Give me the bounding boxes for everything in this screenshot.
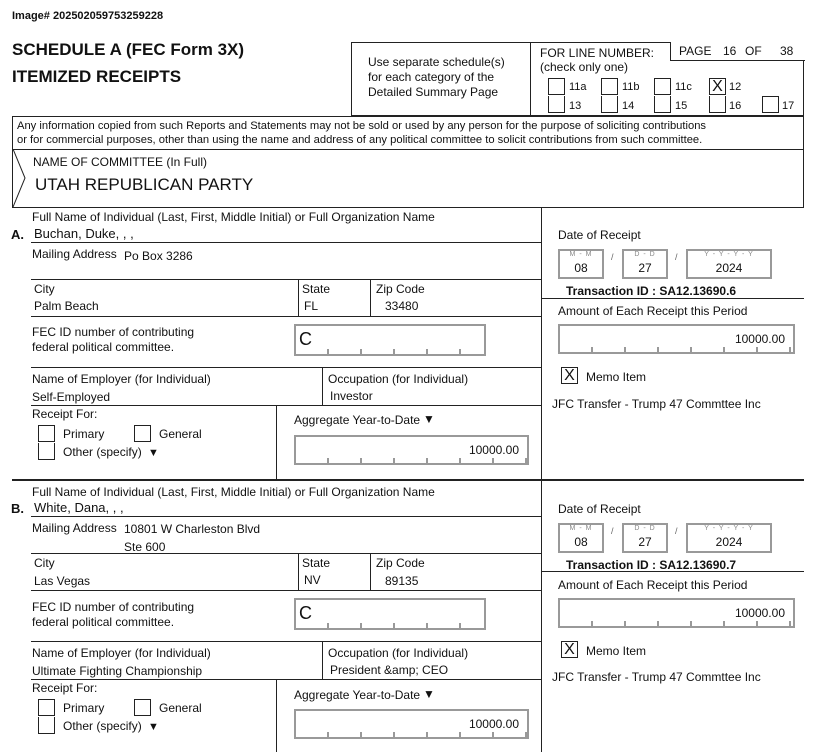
occupation-value: Investor [330, 389, 373, 403]
general-checkbox[interactable] [134, 425, 151, 442]
transaction-id: Transaction ID : SA12.13690.7 [566, 558, 737, 572]
aggregate-label: Aggregate Year-to-Date [294, 413, 421, 427]
line-number-label: FOR LINE NUMBER: [540, 46, 655, 60]
down-arrow-icon: ▼ [423, 687, 435, 701]
aggregate-field[interactable] [294, 709, 529, 739]
amount-label: Amount of Each Receipt this Period [558, 304, 748, 318]
date-month-field[interactable] [558, 249, 604, 279]
fec-id-label-1: FEC ID number of contributing [32, 600, 195, 614]
aggregate-label: Aggregate Year-to-Date [294, 688, 421, 702]
disclaimer-committee-box [12, 116, 804, 208]
committee-arrow-shape [13, 149, 27, 207]
disclaimer-line-2: or for commercial purposes, other than using the name and address of any political committee to solicit contributions from such committee. [17, 134, 703, 146]
state-value: FL [304, 299, 319, 313]
receipt-for-label: Receipt For: [32, 407, 98, 421]
general-checkbox[interactable] [134, 699, 151, 716]
of-label: OF [745, 44, 762, 58]
primary-checkbox[interactable] [38, 425, 55, 442]
memo-label: Memo Item [586, 644, 647, 658]
zip-label: Zip Code [376, 556, 425, 570]
memo-label: Memo Item [586, 370, 647, 384]
disclaimer-line-1: Any information copied from such Reports and Statements may not be sold or used by any person for the purpose of soliciting contributions [17, 120, 707, 132]
general-label: General [159, 427, 202, 441]
label-14: 14 [622, 100, 635, 112]
employer-value: Ultimate Fighting Championship [32, 664, 203, 678]
contributor-name: Buchan, Duke, , , [34, 226, 134, 241]
instruction-line-3: Detailed Summary Page [368, 85, 499, 99]
amount-value: 10000.00 [734, 332, 785, 346]
checkbox-14[interactable] [601, 96, 618, 113]
date-of-receipt-label: Date of Receipt [558, 228, 641, 242]
committee-label: NAME OF COMMITTEE (In Full) [33, 155, 207, 169]
fec-id-field[interactable] [294, 598, 486, 630]
fec-id-prefix: C [299, 603, 312, 623]
other-label: Other (specify) [63, 719, 142, 733]
mailing-address-label: Mailing Address [32, 521, 117, 535]
fec-id-label-2: federal political committee. [32, 615, 175, 629]
entry-letter: B. [11, 501, 24, 516]
schedule-title: SCHEDULE A (FEC Form 3X) [12, 40, 245, 59]
date-year-field[interactable] [686, 249, 772, 279]
state-label: State [302, 282, 331, 296]
amount-label: Amount of Each Receipt this Period [558, 578, 748, 592]
memo-checkbox[interactable]: X [561, 367, 578, 384]
employer-label: Name of Employer (for Individual) [32, 646, 211, 660]
total-pages: 38 [780, 44, 794, 58]
primary-label: Primary [63, 427, 105, 441]
city-value: Palm Beach [34, 299, 99, 313]
contributor-name: White, Dana, , , [34, 500, 124, 515]
committee-name: UTAH REPUBLICAN PARTY [35, 175, 254, 194]
state-label: State [302, 556, 331, 570]
transaction-id: Transaction ID : SA12.13690.6 [566, 284, 737, 298]
amount-value: 10000.00 [734, 606, 785, 620]
mailing-address-line-2: Ste 600 [124, 540, 166, 554]
date-separator: / [675, 526, 678, 536]
label-15: 15 [675, 100, 688, 112]
fec-id-label-1: FEC ID number of contributing [32, 325, 195, 339]
aggregate-value: 10000.00 [468, 717, 519, 731]
label-11c: 11c [675, 81, 692, 93]
fec-id-prefix: C [299, 329, 312, 349]
amount-field[interactable] [558, 598, 795, 628]
zip-label: Zip Code [376, 282, 425, 296]
instruction-line-1: Use separate schedule(s) [368, 55, 505, 69]
check-only-one-note: (check only one) [540, 60, 629, 74]
other-label: Other (specify) [63, 445, 142, 459]
page-box [670, 42, 805, 61]
memo-text: JFC Transfer - Trump 47 Commttee Inc [552, 670, 761, 684]
date-separator: / [611, 526, 614, 536]
memo-checkbox[interactable]: X [561, 641, 578, 658]
city-label: City [34, 282, 55, 296]
employer-label: Name of Employer (for Individual) [32, 372, 211, 386]
label-11b: 11b [622, 81, 640, 93]
date-month: 08 [574, 261, 588, 275]
zip-value: 33480 [385, 299, 419, 313]
city-value: Las Vegas [34, 574, 91, 588]
instruction-line-2: for each category of the [368, 70, 495, 84]
primary-label: Primary [63, 701, 105, 715]
down-arrow-icon: ▼ [148, 447, 159, 459]
checkbox-11c[interactable] [654, 78, 671, 95]
checkbox-13[interactable] [548, 96, 565, 113]
label-17: 17 [782, 100, 795, 112]
instructions-box [351, 42, 531, 116]
date-of-receipt-label: Date of Receipt [558, 502, 641, 516]
zip-value: 89135 [385, 574, 419, 588]
checkbox-15[interactable] [654, 96, 671, 113]
other-checkbox[interactable] [38, 443, 55, 460]
mailing-address-line-1: 10801 W Charleston Blvd [124, 522, 261, 536]
month-placeholder: M - M [569, 251, 593, 258]
state-value: NV [304, 573, 321, 587]
date-year-field[interactable] [686, 523, 772, 553]
date-year: 2024 [715, 535, 743, 549]
day-placeholder: D - D [634, 525, 656, 532]
date-day-field[interactable] [622, 523, 668, 553]
label-16: 16 [729, 100, 742, 112]
page-label: PAGE [679, 44, 712, 58]
image-id: Image# 202502059753259228 [12, 10, 164, 22]
mailing-address-line-1: Po Box 3286 [124, 249, 193, 263]
employer-value: Self-Employed [32, 390, 111, 404]
checkbox-12[interactable]: X [709, 78, 726, 95]
year-placeholder: Y - Y - Y - Y [704, 251, 754, 258]
itemized-receipts-title: ITEMIZED RECEIPTS [12, 67, 182, 86]
checkbox-16[interactable] [709, 96, 726, 113]
checkbox-11a[interactable] [548, 78, 565, 95]
checkbox-17[interactable] [762, 96, 779, 113]
fec-id-label-2: federal political committee. [32, 340, 175, 354]
general-label: General [159, 701, 202, 715]
date-month: 08 [574, 535, 588, 549]
aggregate-field[interactable] [294, 435, 529, 465]
label-13: 13 [569, 100, 582, 112]
down-arrow-icon: ▼ [148, 721, 159, 733]
date-separator: / [675, 252, 678, 262]
page-number: 16 [723, 44, 737, 58]
other-checkbox[interactable] [38, 717, 55, 734]
aggregate-value: 10000.00 [468, 443, 519, 457]
date-day: 27 [638, 261, 652, 275]
fec-id-field[interactable] [294, 324, 486, 356]
occupation-value: President &amp; CEO [330, 663, 449, 677]
mailing-address-label: Mailing Address [32, 247, 117, 261]
receipt-for-label: Receipt For: [32, 681, 98, 695]
label-12: 12 [729, 81, 742, 93]
full-name-label: Full Name of Individual (Last, First, Middle Initial) or Full Organization Name [32, 485, 435, 499]
date-year: 2024 [715, 261, 743, 275]
full-name-label: Full Name of Individual (Last, First, Middle Initial) or Full Organization Name [32, 210, 435, 224]
down-arrow-icon: ▼ [423, 412, 435, 426]
month-placeholder: M - M [569, 525, 593, 532]
date-day-field[interactable] [622, 249, 668, 279]
city-label: City [34, 556, 55, 570]
day-placeholder: D - D [634, 251, 656, 258]
memo-text: JFC Transfer - Trump 47 Commttee Inc [552, 397, 761, 411]
date-day: 27 [638, 535, 652, 549]
occupation-label: Occupation (for Individual) [328, 646, 469, 660]
checkbox-11b[interactable] [601, 78, 618, 95]
year-placeholder: Y - Y - Y - Y [704, 525, 754, 532]
label-11a: 11a [569, 81, 587, 93]
entry-letter: A. [11, 227, 24, 242]
date-separator: / [611, 252, 614, 262]
amount-field[interactable] [558, 324, 795, 354]
date-month-field[interactable] [558, 523, 604, 553]
line-number-box [530, 42, 804, 116]
primary-checkbox[interactable] [38, 699, 55, 716]
occupation-label: Occupation (for Individual) [328, 372, 469, 386]
